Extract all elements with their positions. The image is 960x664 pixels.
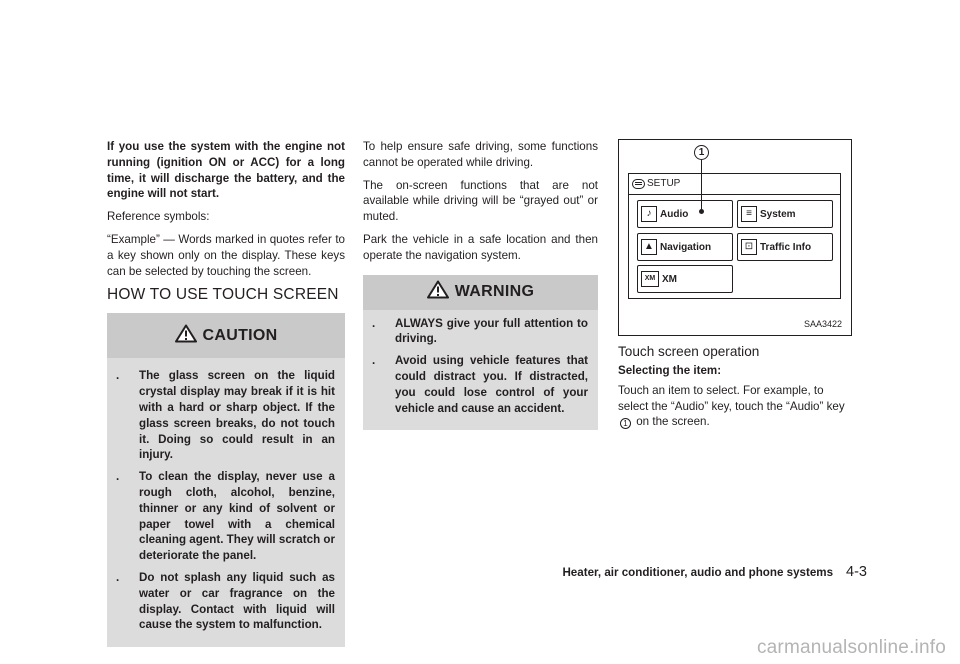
callout-number: 1 — [620, 418, 631, 429]
caution-header — [107, 313, 345, 358]
setup-title-row — [632, 178, 680, 189]
divider — [629, 194, 840, 195]
setup-title: SETUP — [647, 178, 681, 189]
caution-item-text: Do not splash any liquid such as water or car fragrance on the display. Contact with liquid will cause the system to malfunction. — [139, 570, 335, 632]
battery-note: If you use the system with the engine not running (ignition ON or ACC) for a long time, it will discharge the battery, and the engine will not start. — [107, 140, 345, 201]
traffic-info-label: Traffic Info — [760, 241, 812, 253]
system-button[interactable] — [737, 200, 833, 228]
callout-marker: 1 — [694, 145, 709, 160]
caution-item: . To clean the display, never use a rough cloth, alcohol, benzine, thinner or any kind of solvent or paper towel with a chemical cleaning agent. They will scratch or deteriorate the panel. — [116, 470, 335, 563]
page-number: 4-3 — [846, 564, 867, 580]
setup-screen-figure — [618, 139, 852, 336]
traffic-info-icon: ⊡ — [741, 239, 757, 255]
audio-label: Audio — [660, 208, 689, 220]
callout-leader-dot — [699, 209, 704, 214]
navigation-arrow-icon: ▲ — [641, 239, 657, 255]
park-vehicle-paragraph: Park the vehicle in a safe location and then operate the navigation system. — [363, 232, 598, 262]
warning-box — [363, 275, 598, 431]
setup-screen — [628, 173, 841, 299]
warning-item-text: ALWAYS give your full attention to driving. — [395, 316, 588, 346]
instruction-text-end: on the screen. — [636, 415, 710, 429]
instruction-text: Touch an item to select. For example, to select the “Audio” key, touch the “Audio” key — [618, 383, 845, 413]
caution-item: . Do not splash any liquid such as water or car fragrance on the display. Contact with liquid will cause the system to malfunction. — [116, 570, 335, 632]
middle-column — [363, 139, 598, 430]
system-icon: ≡ — [741, 206, 757, 222]
warning-item: . Avoid using vehicle features that could distract you. If distracted, you could lose control of your vehicle and cause an accident. — [372, 354, 588, 415]
caution-icon — [175, 324, 197, 348]
warning-header — [363, 275, 598, 310]
music-note-icon: ♪ — [641, 206, 657, 222]
caution-item: . The glass screen on the liquid crystal display may break if it is hit with a hard or sharp object. If the glass screen breaks, do not touch it. Doing so could result in an injury. — [116, 369, 335, 462]
warning-icon — [427, 280, 449, 304]
caution-title: CAUTION — [202, 326, 278, 344]
navigation-label: Navigation — [660, 241, 712, 253]
navigation-button[interactable] — [637, 233, 733, 261]
safe-driving-paragraph: To help ensure safe driving, some functions cannot be operated while driving. — [363, 140, 598, 169]
audio-button[interactable] — [637, 200, 733, 228]
watermark: carmanualsonline.info — [756, 637, 946, 658]
page-footer — [549, 564, 867, 580]
xm-radio-icon: XM — [641, 271, 659, 287]
warning-item: . ALWAYS give your full attention to driving. — [372, 316, 588, 346]
figure-code: SAA3422 — [803, 319, 842, 329]
warning-item-text: Avoid using vehicle features that could distract you. If distracted, you could lose control of your vehicle and cause an accident. — [395, 354, 588, 415]
xm-button[interactable] — [637, 265, 733, 293]
xm-label: XM — [662, 273, 677, 285]
right-column — [618, 139, 852, 437]
warning-title: WARNING — [454, 283, 535, 301]
chapter-title: Heater, air conditioner, audio and phone systems — [562, 566, 834, 579]
setup-icon — [632, 179, 645, 189]
traffic-info-button[interactable] — [737, 233, 833, 261]
caution-item-text: The glass screen on the liquid crystal display may break if it is hit with a hard or sharp object. If the glass screen breaks, do not touch it. Doing so could result in an injury. — [139, 369, 335, 462]
select-instruction — [618, 383, 852, 430]
touch-screen-heading: Touch screen operation — [618, 344, 760, 359]
left-column — [107, 139, 345, 647]
grayed-out-paragraph: The on-screen functions that are not available while driving will be “grayed out” or muted. — [363, 178, 598, 224]
example-explanation: “Example” — Words marked in quotes refer to a key shown only on the display. These keys can be selected by touching the screen. — [107, 232, 345, 278]
caution-box — [107, 313, 345, 647]
system-label: System — [760, 208, 796, 220]
caution-item-text: To clean the display, never use a rough cloth, alcohol, benzine, thinner or any kind of solvent or paper towel with a chemical cleaning agent. They will scratch or deteriorate the panel. — [139, 470, 335, 563]
selecting-heading: Selecting the item: — [618, 364, 722, 377]
reference-symbols-label: Reference symbols: — [107, 210, 210, 224]
section-heading: HOW TO USE TOUCH SCREEN — [107, 286, 339, 304]
